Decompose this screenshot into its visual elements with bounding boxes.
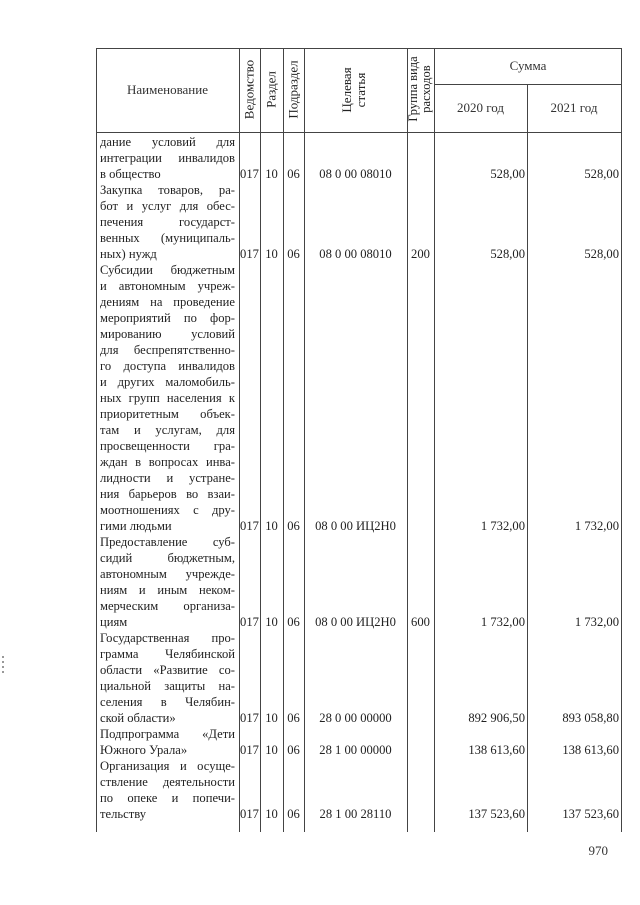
row-name-line: ных) нужд <box>100 247 157 261</box>
row-name-line: Подпрограмма «Дети <box>100 727 235 741</box>
cell-sum-2021: 138 613,60 <box>562 743 619 757</box>
row-name-line: Южного Урала» <box>100 743 188 757</box>
cell-podrazdel: 06 <box>287 807 300 821</box>
cell-sum-2021: 1 732,00 <box>574 519 619 533</box>
cell-razdel: 10 <box>265 167 278 181</box>
cell-podrazdel: 06 <box>287 519 300 533</box>
row-name-line: приоритетным объек- <box>100 407 235 421</box>
row-name <box>100 726 235 758</box>
table-row <box>96 726 622 758</box>
row-name-line: ниям и иным неком- <box>100 583 235 597</box>
cell-target: 28 1 00 28110 <box>319 807 392 821</box>
row-name-line: мероприятий по фор- <box>100 311 235 325</box>
cell-sum-2020: 528,00 <box>490 167 525 181</box>
header-podrazdel: Подраздел <box>285 60 301 119</box>
cell-sum-2020: 137 523,60 <box>468 807 525 821</box>
cell-target: 28 1 00 00000 <box>319 743 392 757</box>
cell-target: 08 0 00 ИЦ2Н0 <box>315 615 396 629</box>
cell-sum-2021: 528,00 <box>584 247 619 261</box>
row-name-line: ждан в вопросах инва- <box>100 455 235 469</box>
page-number: 970 <box>588 843 608 858</box>
row-name-line: Субсидии бюджетным <box>100 263 235 277</box>
table-header <box>96 48 622 132</box>
scan-speck <box>2 656 4 674</box>
header-sum: Сумма <box>509 58 547 73</box>
row-name-line: интеграции инвалидов <box>100 151 235 165</box>
cell-target: 08 0 00 ИЦ2Н0 <box>315 519 396 533</box>
table-row <box>96 758 622 822</box>
table-row <box>96 630 622 726</box>
row-name-line: циям <box>100 615 128 629</box>
header-name: Наименование <box>127 82 208 97</box>
header-razdel: Раздел <box>263 71 279 108</box>
header-2021: 2021 год <box>550 100 598 115</box>
row-name-line: лидности и устране- <box>100 471 235 485</box>
cell-sum-2020: 138 613,60 <box>468 743 525 757</box>
cell-razdel: 10 <box>265 247 278 261</box>
row-name <box>100 758 235 822</box>
row-name-line: венных (муниципаль- <box>100 231 235 245</box>
cell-sum-2020: 892 906,50 <box>468 711 525 725</box>
cell-podrazdel: 06 <box>287 615 300 629</box>
row-name <box>100 534 235 630</box>
header-2020: 2020 год <box>457 100 504 115</box>
row-name-line: Предоставление суб- <box>100 535 235 549</box>
row-name-line: моотношениях с дру- <box>100 503 235 517</box>
row-name-line: печения государст- <box>100 215 235 229</box>
row-name-line: и автономным учреж- <box>100 279 235 293</box>
cell-podrazdel: 06 <box>287 743 300 757</box>
cell-vedomstvo: 017 <box>240 743 259 757</box>
cell-vedomstvo: 017 <box>240 167 259 181</box>
cell-sum-2020: 1 732,00 <box>480 615 525 629</box>
row-name-line: области «Развитие со- <box>100 663 235 677</box>
cell-vedomstvo: 017 <box>240 807 259 821</box>
cell-razdel: 10 <box>265 615 278 629</box>
row-name-line: мированию условий <box>100 327 235 341</box>
cell-sum-2021: 137 523,60 <box>562 807 619 821</box>
row-name-line: бот и услуг для обес- <box>100 199 235 213</box>
cell-podrazdel: 06 <box>287 711 300 725</box>
row-name-line: тельству <box>100 807 147 821</box>
row-name-line: дениям на проведение <box>100 295 235 309</box>
row-name-line: Государственная про- <box>100 631 235 645</box>
row-name-line: по опеке и попечи- <box>100 791 235 805</box>
cell-sum-2021: 893 058,80 <box>562 711 619 725</box>
cell-razdel: 10 <box>265 807 278 821</box>
cell-target: 28 0 00 00000 <box>319 711 392 725</box>
row-name-line: ния барьеров во взаи- <box>100 487 235 501</box>
row-name-line: ской области» <box>100 711 176 725</box>
row-name-line: Организация и осуще- <box>100 759 235 773</box>
table-row <box>96 262 622 534</box>
row-name-line: селения в Челябин- <box>100 695 235 709</box>
cell-sum-2020: 528,00 <box>490 247 525 261</box>
row-name <box>100 630 235 726</box>
row-name-line: грамма Челябинской <box>100 647 235 661</box>
row-name-line: гими людьми <box>100 519 172 533</box>
row-name-line: там и услугам, для <box>100 423 235 437</box>
row-name <box>100 182 235 262</box>
table-row <box>96 134 622 182</box>
cell-podrazdel: 06 <box>287 247 300 261</box>
cell-sum-2021: 528,00 <box>584 167 619 181</box>
cell-target: 08 0 00 08010 <box>319 167 392 181</box>
row-name-line: ных групп населения к <box>100 391 235 405</box>
row-name-line: автономным учрежде- <box>100 567 235 581</box>
cell-razdel: 10 <box>265 519 278 533</box>
row-name <box>100 134 235 182</box>
row-name-line: сидий бюджетным, <box>100 551 235 565</box>
row-name-line: дание условий для <box>100 135 235 149</box>
cell-vedomstvo: 017 <box>240 247 259 261</box>
row-name-line: в общество <box>100 167 161 181</box>
header-group: Группа вида расходов <box>406 56 433 122</box>
table-row <box>96 534 622 630</box>
header-vedomstvo: Ведомство <box>241 59 257 120</box>
row-name-line: и других маломобиль- <box>100 375 235 389</box>
cell-vedomstvo: 017 <box>240 519 259 533</box>
row-name <box>100 262 235 534</box>
cell-podrazdel: 06 <box>287 167 300 181</box>
header-target: Целевая статья <box>339 67 368 113</box>
cell-razdel: 10 <box>265 711 278 725</box>
cell-group: 600 <box>411 615 430 629</box>
cell-vedomstvo: 017 <box>240 711 259 725</box>
table-row <box>96 182 622 262</box>
cell-razdel: 10 <box>265 743 278 757</box>
row-name-line: Закупка товаров, ра- <box>100 183 235 197</box>
row-name-line: мерческим организа- <box>100 599 235 613</box>
row-name-line: ствление деятельности <box>100 775 235 789</box>
cell-sum-2021: 1 732,00 <box>574 615 619 629</box>
row-name-line: для беспрепятственно- <box>100 343 235 357</box>
cell-vedomstvo: 017 <box>240 615 259 629</box>
cell-sum-2020: 1 732,00 <box>480 519 525 533</box>
table-body <box>96 132 622 832</box>
row-name-line: просвещенности гра- <box>100 439 235 453</box>
row-name-line: го доступа инвалидов <box>100 359 235 373</box>
row-name-line: циальной защиты на- <box>100 679 235 693</box>
cell-target: 08 0 00 08010 <box>319 247 392 261</box>
cell-group: 200 <box>411 247 430 261</box>
